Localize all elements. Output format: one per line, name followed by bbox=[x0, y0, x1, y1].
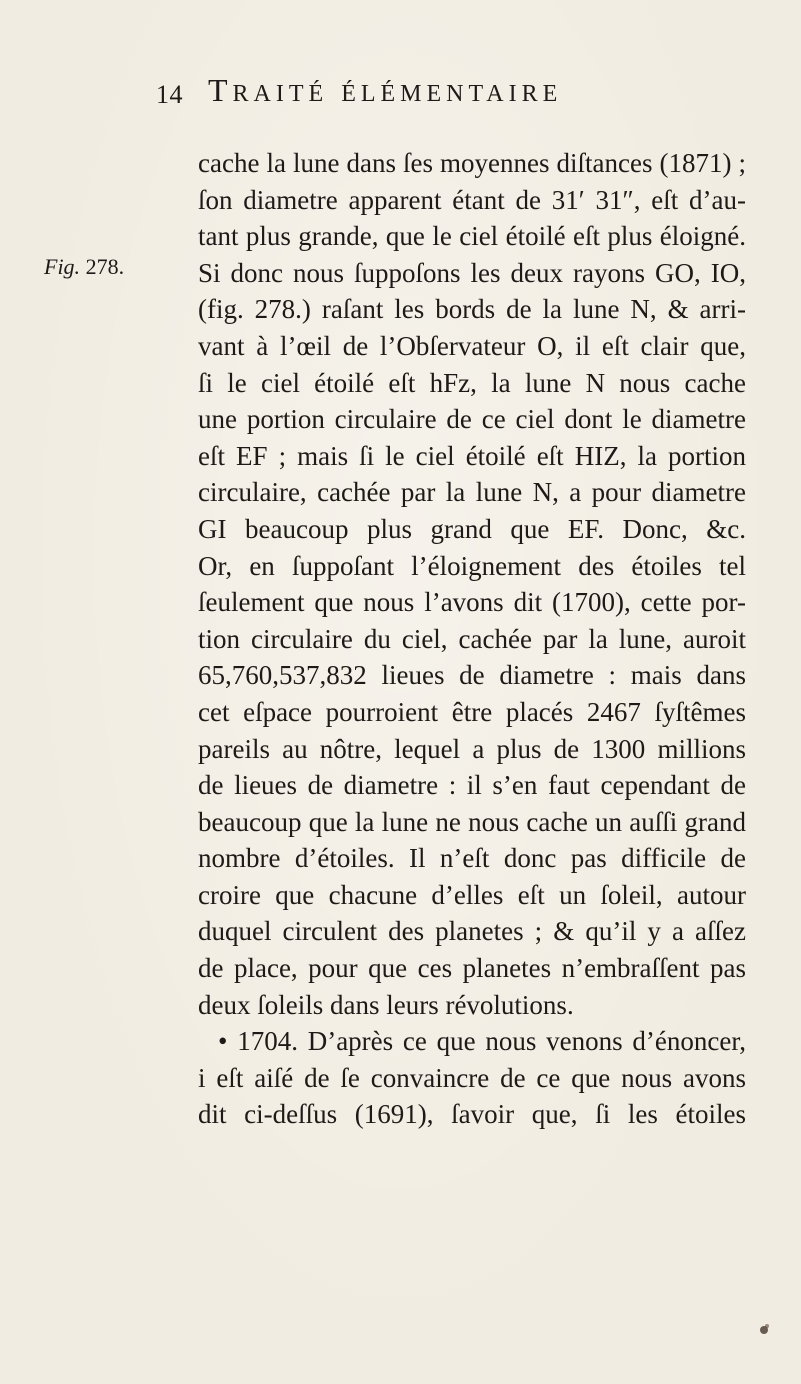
figure-margin-note bbox=[44, 254, 124, 280]
figure-margin-prefix: Fig. bbox=[44, 254, 81, 279]
text-line: deux ſoleils dans leurs révolutions. bbox=[198, 989, 574, 1020]
text-line: de place, pour que ces planetes n’embraſſent pas bbox=[198, 953, 746, 984]
running-title-word-2: ÉLÉMENTAIRE bbox=[341, 81, 563, 107]
page-header bbox=[156, 70, 676, 110]
text-line: ſi le ciel étoilé eſt hFz, la lune N nous cache bbox=[198, 367, 746, 398]
text-line: 65,760,537,832 lieues de diametre : mais dans bbox=[198, 660, 746, 691]
text-line: beaucoup que la lune ne nous cache un auſſi grand bbox=[198, 806, 746, 837]
text-line: une portion circulaire de ce ciel dont le diametre bbox=[198, 404, 746, 435]
text-line: tant plus grande, que le ciel étoilé eſt plus éloigné. bbox=[198, 221, 746, 252]
text-line: croire que chacune d’elles eſt un ſoleil, autour bbox=[198, 879, 746, 910]
text-line: • 1704. D’après ce que nous venons d’énoncer, bbox=[218, 1026, 746, 1057]
text-line: Or, en ſuppoſant l’éloignement des étoiles tel bbox=[198, 550, 746, 581]
text-line: circulaire, cachée par la lune N, a pour diametre bbox=[198, 477, 746, 508]
text-line: de lieues de diametre : il s’en faut cependant de bbox=[198, 770, 746, 801]
text-line: cet eſpace pourroient être placés 2467 ſyſtêmes bbox=[198, 696, 746, 727]
text-line: duquel circulent des planetes ; & qu’il y a aſſez bbox=[198, 916, 746, 947]
text-line: ſon diametre apparent étant de 31′ 31″, eſt d’au- bbox=[198, 184, 746, 215]
text-line: eſt EF ; mais ſi le ciel étoilé eſt HIZ, la portion bbox=[198, 440, 746, 471]
text-line: pareils au nôtre, lequel a plus de 1300 millions bbox=[198, 733, 746, 764]
text-line: Si donc nous ſuppoſons les deux rayons GO, IO, bbox=[198, 257, 746, 288]
text-line: dit ci-deſſus (1691), ſavoir que, ſi les étoiles bbox=[198, 1099, 746, 1130]
body-text bbox=[198, 145, 746, 1133]
page-number: 14 bbox=[156, 80, 183, 109]
running-title-word-1: RAITÉ bbox=[232, 81, 329, 107]
text-line: vant à l’œil de l’Obſervateur O, il eſt clair que, bbox=[198, 330, 746, 361]
running-title-initial: T bbox=[208, 72, 233, 108]
ink-speck bbox=[755, 1320, 773, 1340]
text-line: ſeulement que nous l’avons dit (1700), cette por- bbox=[198, 587, 746, 618]
running-title bbox=[208, 72, 562, 109]
text-line: (fig. 278.) raſant les bords de la lune N, & arri- bbox=[198, 294, 746, 325]
text-line: tion circulaire du ciel, cachée par la lune, auroit bbox=[198, 623, 746, 654]
figure-margin-number: 278. bbox=[85, 254, 125, 279]
text-line: cache la lune dans ſes moyennes diſtances (1871) ; bbox=[198, 148, 746, 178]
text-line: GI beaucoup plus grand que EF. Donc, &c. bbox=[198, 513, 746, 544]
text-line: i eſt aiſé de ſe convaincre de ce que nous avons bbox=[198, 1062, 746, 1093]
text-line: nombre d’étoiles. Il n’eſt donc pas difficile de bbox=[198, 843, 746, 874]
